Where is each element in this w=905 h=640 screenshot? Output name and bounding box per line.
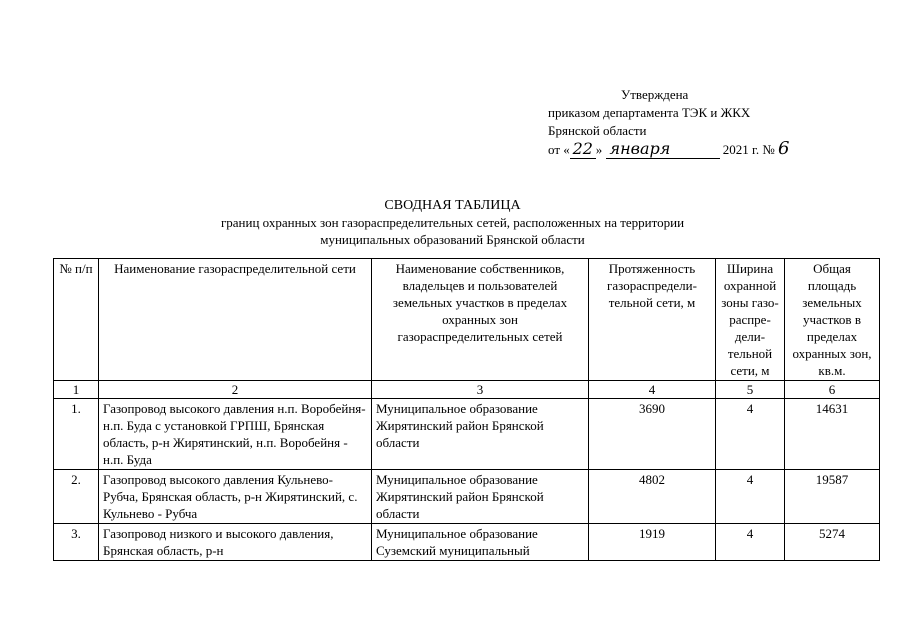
date-day: 22 — [570, 140, 596, 159]
table-row — [54, 399, 880, 470]
row-owner: Муниципальное образование Жирятинский район Брянской области — [372, 399, 589, 470]
table-row — [54, 470, 880, 524]
order-number: 6 — [778, 138, 790, 159]
col-num: 6 — [785, 381, 880, 399]
header-number: № п/п — [54, 259, 99, 381]
row-width: 4 — [716, 470, 785, 524]
date-year: 2021 г. № — [722, 142, 775, 157]
header-length: Протяженность газораспредели-тельной сети, м — [589, 259, 716, 381]
row-area: 19587 — [785, 470, 880, 524]
row-number: 2. — [54, 470, 99, 524]
approval-region: Брянской области — [548, 123, 647, 138]
row-length: 4802 — [589, 470, 716, 524]
row-width: 4 — [716, 399, 785, 470]
col-num: 3 — [372, 381, 589, 399]
row-length: 3690 — [589, 399, 716, 470]
approval-date-line — [548, 140, 790, 159]
date-month: января — [606, 140, 720, 159]
document-title — [0, 197, 905, 248]
column-number-row — [54, 381, 880, 399]
approval-block — [548, 86, 790, 159]
row-number: 1. — [54, 399, 99, 470]
summary-table — [53, 258, 880, 561]
row-area: 5274 — [785, 524, 880, 561]
approval-title: Утверждена — [621, 87, 689, 102]
col-num: 1 — [54, 381, 99, 399]
header-area: Общая площадь земельных участков в пределах охранных зон, кв.м. — [785, 259, 880, 381]
header-row — [54, 259, 880, 381]
row-network: Газопровод высокого давления Кульнево-Рубча, Брянская область, р-н Жирятинский, с. Кульнево - Рубча — [99, 470, 372, 524]
title-sub1: границ охранных зон газораспределительных сетей, расположенных на территории — [220, 215, 685, 230]
header-width: Ширина охранной зоны газо-распре-дели-тельной сети, м — [716, 259, 785, 381]
title-sub2: муниципальных образований Брянской области — [320, 232, 585, 247]
approval-order: приказом департамента ТЭК и ЖКХ — [548, 105, 751, 120]
row-network: Газопровод низкого и высокого давления, Брянская область, р-н — [99, 524, 372, 561]
row-area: 14631 — [785, 399, 880, 470]
col-num: 5 — [716, 381, 785, 399]
col-num: 4 — [589, 381, 716, 399]
header-network: Наименование газораспределительной сети — [99, 259, 372, 381]
date-prefix: от « — [548, 142, 570, 157]
title-main: СВОДНАЯ ТАБЛИЦА — [384, 198, 521, 213]
row-network: Газопровод высокого давления н.п. Воробейня- н.п. Буда с установкой ГРПШ, Брянская область, р-н Жирятинский, н.п. Воробейня - н.п. Буда — [99, 399, 372, 470]
table-row — [54, 524, 880, 561]
row-width: 4 — [716, 524, 785, 561]
row-owner: Муниципальное образование Суземский муниципальный — [372, 524, 589, 561]
col-num: 2 — [99, 381, 372, 399]
row-number: 3. — [54, 524, 99, 561]
date-day-close: » — [595, 142, 603, 157]
header-owner: Наименование собственников, владельцев и пользователей земельных участков в пределах охранных зон газораспределительных сетей — [372, 259, 589, 381]
row-length: 1919 — [589, 524, 716, 561]
row-owner: Муниципальное образование Жирятинский район Брянской области — [372, 470, 589, 524]
